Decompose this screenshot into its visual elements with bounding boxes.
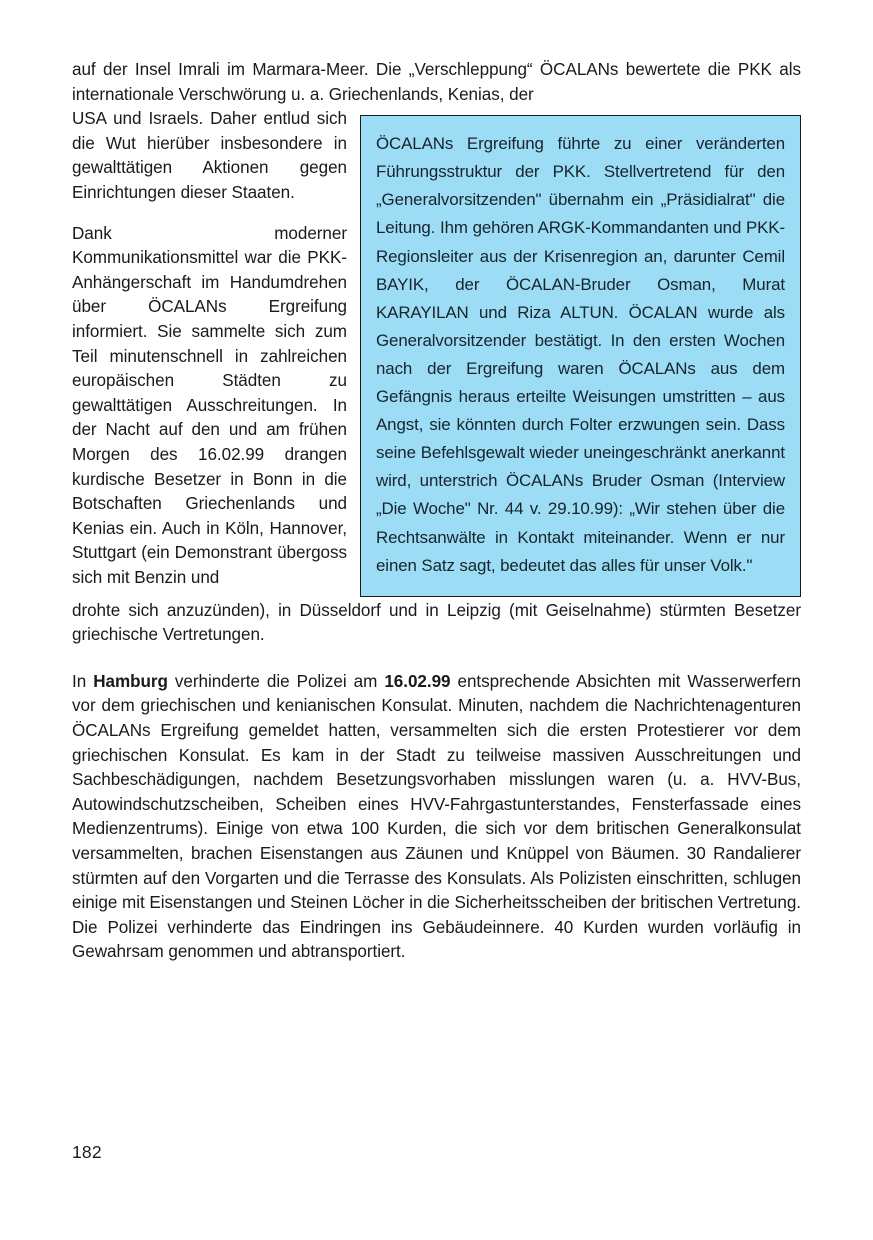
- lead-paragraph: auf der Insel Imrali im Marmara-Meer. Die „Verschleppung“ ÖCALANs bewertete die PKK als internationale Verschwörung u. a. Griechenlands, Kenias, der: [72, 60, 801, 104]
- page-number: 182: [72, 1142, 102, 1162]
- highlighted-callout-box: [360, 115, 801, 597]
- left-column-paragraph-2: Dank moderner Kommunikationsmittel war die PKK-Anhängerschaft im Handumdrehen über ÖCALANs Ergreifung informiert. Sie sammelte sich zum Teil minutenschnell in zahlreichen europäischen Städten zu gewalttätigen Ausschreitungen. In der Nacht auf den und am frühen Morgen des 16.02.99 drangen kurdische Besetzer in Bonn in die Botschaften Griechenlands und Kenias ein. Auch in Köln, Hannover, Stuttgart (ein Demonstrant übergoss sich mit Benzin und: [72, 223, 347, 587]
- callout-body-text: ÖCALANs Ergreifung führte zu einer veränderten Führungsstruktur der PKK. Stellvertretend für den „Generalvorsitzenden" übernahm ein „Präsidialrat" die Leitung. Ihm gehören ARGK-Kommandanten und PKK-Regionsleiter aus der Krisenregion an, darunter Cemil BAYIK, der ÖCALAN-Bruder Osman, Murat KARAYILAN und Riza ALTUN. ÖCALAN wurde als Generalvorsitzender bestätigt. In den ersten Wochen nach der Ergreifung waren ÖCALANs aus dem Gefängnis heraus erteilte Weisungen umstritten – aus Angst, sie könnten durch Folter erzwungen sein. Dass seine Befehlsgewalt wieder uneingeschränkt anerkannt wird, unterstrich ÖCALANs Bruder Osman (Interview „Die Woche" Nr. 44 v. 29.10.99): „Wir stehen über die Rechtsanwälte in Kontakt miteinander. Wenn er nur einen Satz sagt, bedeutet das alles für unser Volk.": [376, 134, 785, 575]
- after-callout-paragraph: drohte sich anzuzünden), in Düsseldorf und in Leipzig (mit Geiselnahme) stürmten Besetzer griechische Vertretungen.: [72, 600, 801, 645]
- left-narrow-column: [72, 107, 347, 590]
- hamburg-city-emphasis: Hamburg: [93, 671, 168, 691]
- hamburg-text-part-2: verhinderte die Polizei am: [167, 671, 385, 691]
- hamburg-paragraph: [72, 670, 801, 965]
- after-callout-block: [72, 599, 801, 648]
- hamburg-text-part-1: In: [72, 671, 94, 691]
- hamburg-paragraph-block: [72, 670, 801, 965]
- hamburg-text-part-3: entsprechende Absichten mit Wasserwerfern vor dem griechischen und kenianischen Konsulat. Minuten, nachdem die Nachrichtenagenturen ÖCALANs Ergreifung gemeldet hatten, versammelten sich die ersten Protestierer vor dem griechischen Konsulat. Es kam in der Stadt zu teilweise massiven Ausschreitungen und Sachbeschädigungen, nachdem Besetzungsvorhaben misslungen waren (u. a. HVV-Bus, Autowindschutzscheiben, Scheiben eines HVV-Fahrgastunterstandes, Fensterfassade eines Medienzentrums). Einige von etwa 100 Kurden, die sich vor dem britischen Generalkonsulat versammelten, brachen Eisenstangen aus Zäunen und Knüppel von Bäumen. 30 Randalierer stürmten auf den Vorgarten und die Terrasse des Konsulats. Als Polizisten einschritten, schlugen einige mit Eisenstangen und Steinen Löcher in die Sicherheitsscheiben der britischen Vertretung. Die Polizei verhinderte das Eindringen ins Gebäudeinnere. 40 Kurden wurden vorläufig in Gewahrsam genommen und abtransportiert.: [72, 671, 802, 962]
- left-column-paragraph-1: USA und Israels. Daher entlud sich die Wut hierüber insbesondere in gewalttätigen Aktionen gegen Einrichtungen dieser Staaten.: [72, 109, 347, 202]
- lead-paragraph-block: [72, 58, 801, 107]
- page-content: [72, 58, 801, 965]
- hamburg-date-emphasis: 16.02.99: [384, 671, 451, 691]
- callout-wrap-section: [72, 107, 801, 590]
